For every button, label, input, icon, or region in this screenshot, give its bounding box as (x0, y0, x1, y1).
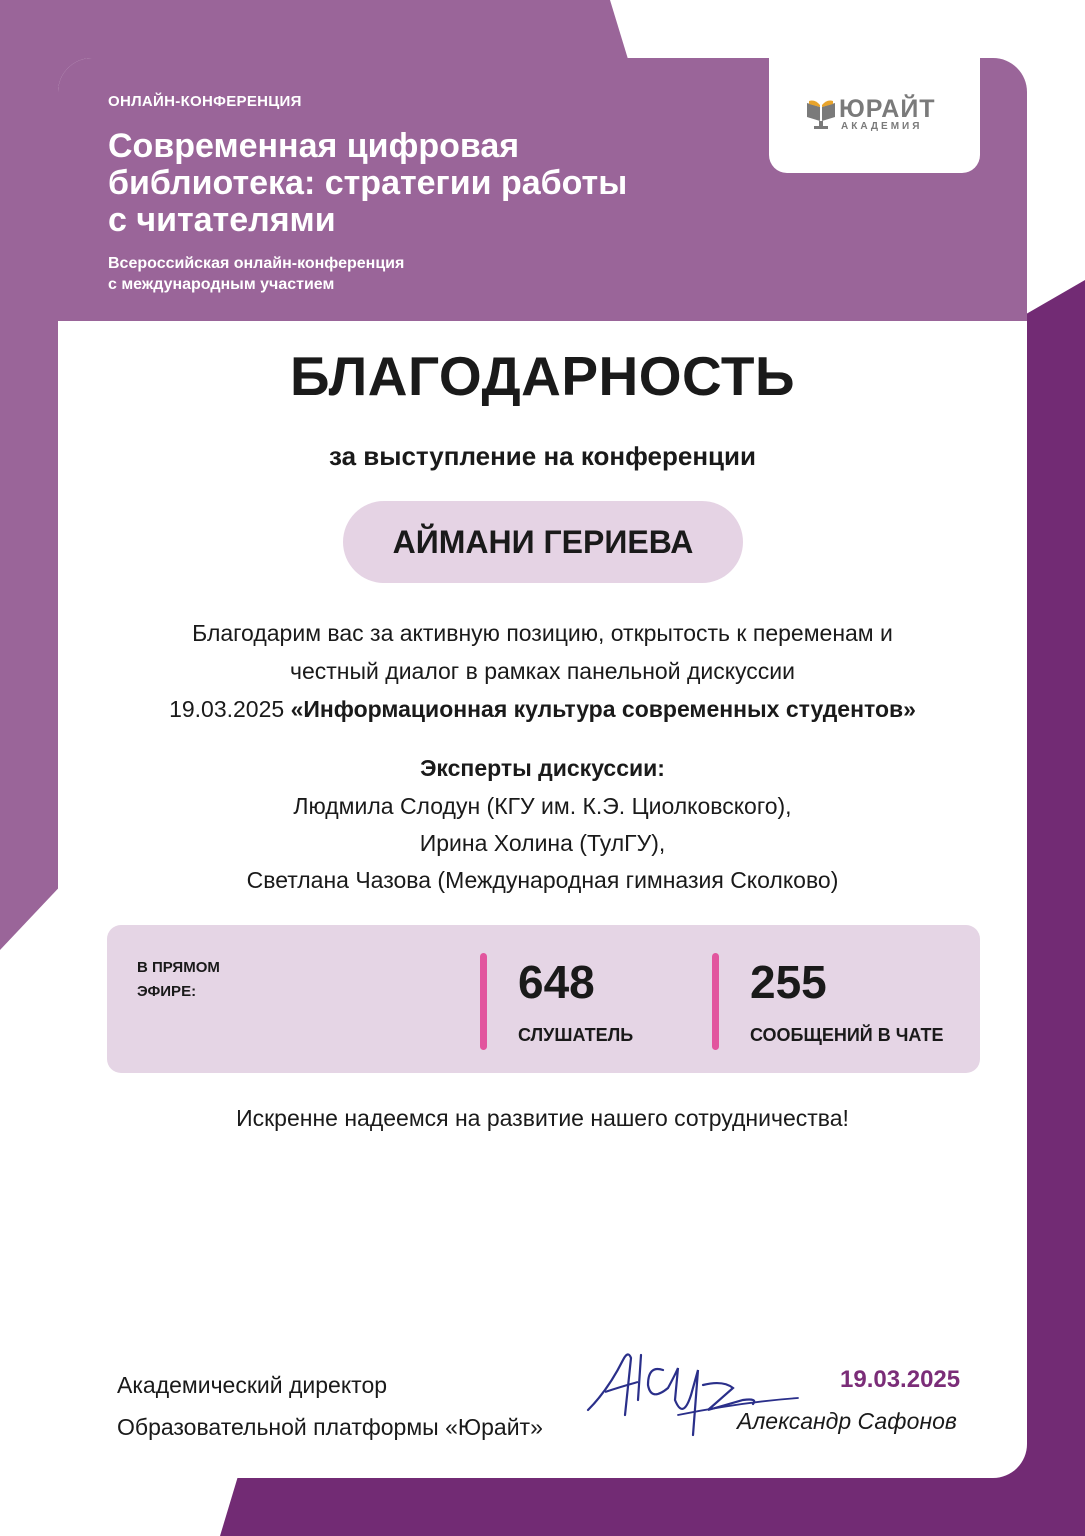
certificate-card (58, 58, 1027, 1478)
expert-item: Светлана Чазова (Международная гимназия Сколково) (246, 867, 839, 893)
discussion-date: 19.03.2025 (169, 696, 285, 722)
book-stand-icon (805, 99, 837, 129)
stat-divider (712, 953, 719, 1050)
certificate-title: БЛАГОДАРНОСТЬ (289, 345, 796, 407)
logo (769, 58, 980, 173)
logo-subtitle: АКАДЕМИЯ (841, 121, 923, 132)
conference-header (58, 58, 1027, 321)
experts-heading: Эксперты дискуссии: (420, 755, 665, 781)
messages-count: 255 (750, 956, 827, 1008)
conference-title: Современная цифровая библиотека: стратегии работы с читателями (108, 127, 628, 239)
live-label: В ПРЯМОМ ЭФИРЕ: (137, 959, 220, 1000)
messages-label: СООБЩЕНИЙ В ЧАТЕ (750, 1025, 944, 1045)
signer-name: Александр Сафонов (737, 1408, 957, 1434)
signature-date: 19.03.2025 (840, 1366, 961, 1393)
expert-item: Ирина Холина (ТулГУ), (419, 830, 666, 856)
certificate-reason: за выступление на конференции (329, 441, 756, 471)
stats-panel (107, 925, 980, 1073)
stat-divider (480, 953, 487, 1050)
thanks-paragraph: Благодарим вас за активную позицию, открытость к переменам и честный диалог в рамках панельной дискуссии 19.03.2025 «Информационная культура современных студентов» (169, 620, 916, 722)
listeners-label: СЛУШАТЕЛЬ (518, 1025, 634, 1045)
listeners-count: 648 (518, 956, 595, 1008)
logo-name: ЮРАЙТ (839, 95, 936, 123)
recipient-name: АЙМАНИ ГЕРИЕВА (343, 501, 743, 583)
signer-role: Академический директор Образовательной платформы «Юрайт» (117, 1372, 543, 1440)
conference-type: ОНЛАЙН-КОНФЕРЕНЦИЯ (108, 93, 302, 110)
expert-item: Людмила Слодун (КГУ им. К.Э. Циолковского), (293, 793, 792, 819)
conference-subtitle: Всероссийская онлайн-конференция с международным участием (108, 255, 405, 293)
discussion-title: Информационная культура современных студентов (303, 696, 904, 722)
closing-text: Искренне надеемся на развитие нашего сотрудничества! (236, 1105, 849, 1131)
